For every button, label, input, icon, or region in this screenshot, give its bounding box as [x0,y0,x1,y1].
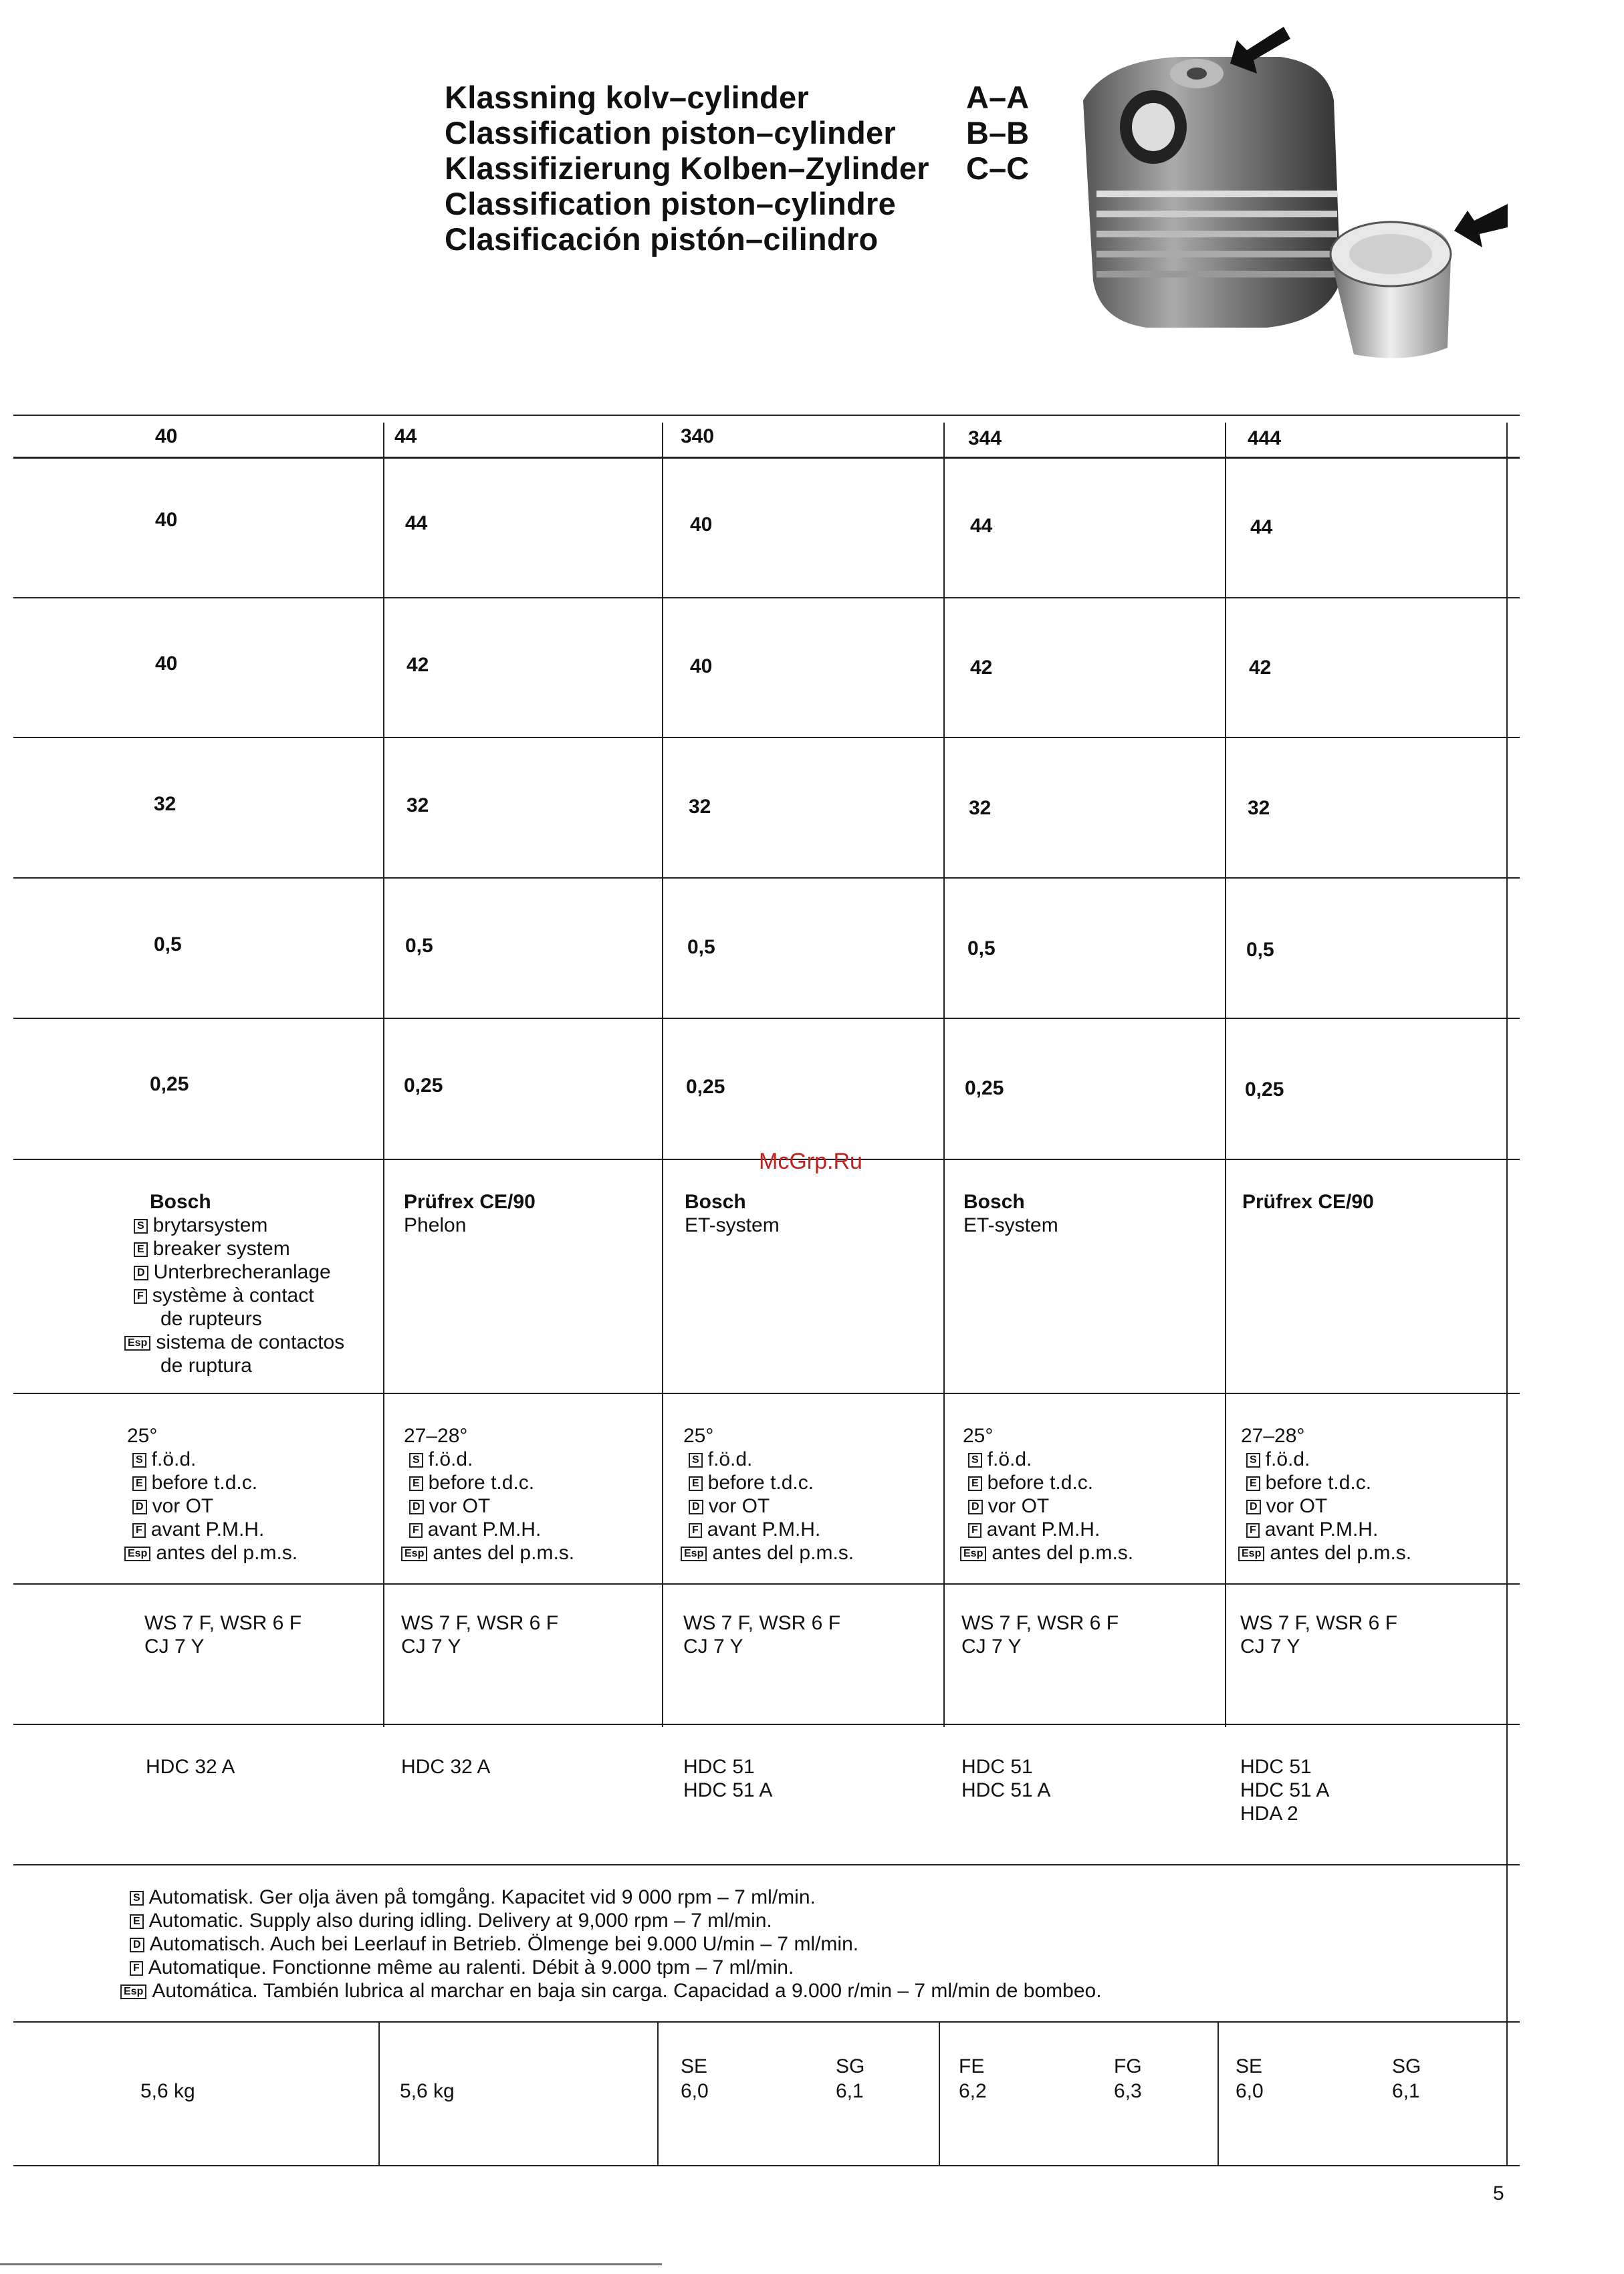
plugs-cell: WS 7 F, WSR 6 F CJ 7 Y [1240,1612,1398,1658]
timing-line: E before t.d.c. [1238,1471,1411,1494]
table-rule [13,1864,1520,1865]
lang-f-icon: F [409,1523,423,1538]
lang-s-icon: S [1246,1453,1260,1468]
lang-f-icon: F [968,1523,981,1538]
title-code: A–A [966,80,1030,115]
row1-cell: 44 [405,512,428,534]
lang-esp-icon: Esp [960,1547,986,1561]
lang-f-icon: F [134,1289,147,1304]
timing-line: E before t.d.c. [401,1471,574,1494]
plugs-cell: WS 7 F, WSR 6 F CJ 7 Y [401,1612,559,1658]
timing-line: E before t.d.c. [681,1471,854,1494]
timing-angle: 27–28° [1241,1425,1305,1447]
title-text: Klassning kolv–cylinder [445,80,809,115]
oil-line: E Automatic. Supply also during idling. Delivery at 9,000 rpm – 7 ml/min. [120,1909,1102,1932]
lang-esp-icon: Esp [120,1984,146,1999]
timing-angle: 25° [963,1425,994,1447]
column-rule [943,423,945,1727]
lang-esp-icon: Esp [401,1547,427,1561]
lang-s-icon: S [132,1453,146,1468]
row3-cell: 32 [1248,797,1270,819]
timing-line: D vor OT [401,1494,574,1518]
timing-line: F avant P.M.H. [681,1518,854,1541]
oil-line: S Automatisk. Ger olja även på tomgång. Kapacitet vid 9 000 rpm – 7 ml/min. [120,1886,1102,1909]
lang-d-icon: D [409,1500,424,1514]
timing-cell [960,1424,1133,1565]
header-cell: 444 [1248,427,1282,449]
table-rule [13,1724,1520,1725]
column-rule [657,2021,659,2165]
plugs-cell: WS 7 F, WSR 6 F CJ 7 Y [144,1612,302,1658]
timing-angle: 27–28° [404,1425,468,1447]
column-rule [1225,423,1226,1727]
ignition-brand: Bosch [685,1191,746,1213]
weight-cell: 5,6 kg [400,2080,455,2102]
title-text: Klassifizierung Kolben–Zylinder [445,150,929,186]
row2-cell: 40 [155,653,178,675]
weight-cell: 5,6 kg [140,2080,195,2102]
lang-esp-icon: Esp [124,1547,150,1561]
row5-cell: 0,25 [965,1077,1004,1099]
oil-cell [120,1886,1102,2003]
ignition-brand: Bosch [963,1191,1025,1213]
timing-line: F avant P.M.H. [124,1518,298,1541]
table-rule [13,415,1520,416]
title-text: Clasificación pistón–cilindro [445,221,879,257]
lang-esp-icon: Esp [1238,1547,1264,1561]
ignition-sub: Phelon [404,1214,467,1236]
page-number: 5 [1493,2182,1504,2204]
ignition-brand: Prüfrex CE/90 [404,1191,536,1213]
column-rule [939,2021,940,2165]
header-cell: 340 [681,425,715,447]
row4-cell: 0,5 [154,933,182,955]
bottom-rule [0,2263,662,2265]
lang-e-icon: E [409,1476,423,1491]
timing-line: S f.ö.d. [1238,1448,1411,1471]
row1-cell: 44 [1250,516,1273,538]
lang-s-icon: S [689,1453,703,1468]
lang-esp-icon: Esp [681,1547,707,1561]
weight-label: SE [1236,2055,1263,2077]
timing-line: Esp antes del p.m.s. [681,1541,854,1565]
lang-esp-icon: Esp [124,1336,150,1351]
timing-line: S f.ö.d. [124,1448,298,1471]
weight-label: SE [681,2055,708,2077]
lang-s-icon: S [130,1891,144,1906]
cylinder-piston-photo [1046,27,1508,374]
timing-line: Esp antes del p.m.s. [401,1541,574,1565]
row5-cell: 0,25 [404,1074,443,1097]
timing-cell [401,1424,574,1565]
column-rule [1217,2021,1219,2165]
column-rule [383,423,384,1727]
row2-cell: 42 [407,654,429,676]
weight-label: FE [959,2055,985,2077]
plugs-cell: WS 7 F, WSR 6 F CJ 7 Y [961,1612,1119,1658]
timing-line: E before t.d.c. [960,1471,1133,1494]
table-rule [13,2021,1520,2023]
carb-cell: HDC 32 A [146,1756,235,1778]
lang-d-icon: D [130,1938,144,1952]
ignition-cell [404,1190,536,1237]
timing-line: F avant P.M.H. [960,1518,1133,1541]
ignition-cell [963,1190,1058,1237]
column-rule [1506,423,1508,2165]
ignition-line: F système à contact [124,1284,344,1307]
weight-value: 6,0 [1236,2080,1264,2102]
column-rule [662,423,663,1727]
weight-value: 6,1 [836,2080,864,2102]
timing-line: D vor OT [124,1494,298,1518]
ignition-cell [1242,1190,1374,1214]
table-rule [13,457,1520,459]
oil-line: Esp Automática. También lubrica al marchar en baja sin carga. Capacidad a 9.000 r/min – 7 ml/min de bombeo. [120,1979,1102,2003]
timing-line: D vor OT [960,1494,1133,1518]
lang-f-icon: F [1246,1523,1260,1538]
row5-cell: 0,25 [1245,1078,1284,1101]
lang-e-icon: E [1246,1476,1260,1491]
ignition-line: D Unterbrecheranlage [124,1260,344,1284]
watermark: McGrp.Ru [759,1149,862,1174]
lang-e-icon: E [132,1476,146,1491]
timing-line: Esp antes del p.m.s. [960,1541,1133,1565]
timing-cell [124,1424,298,1565]
title-line [445,114,1029,150]
lang-d-icon: D [132,1500,147,1514]
table-rule [13,877,1520,879]
row4-cell: 0,5 [1246,939,1274,961]
table-rule [13,2165,1520,2166]
timing-line: S f.ö.d. [681,1448,854,1471]
ignition-brand: Bosch [150,1191,211,1213]
lang-d-icon: D [968,1500,983,1514]
row2-cell: 42 [970,657,993,679]
row5-cell: 0,25 [686,1076,725,1098]
title-line [445,185,1029,221]
lang-e-icon: E [130,1914,144,1929]
header-cell: 344 [968,427,1002,449]
timing-line: D vor OT [681,1494,854,1518]
timing-line: Esp antes del p.m.s. [124,1541,298,1565]
weight-label: FG [1114,2055,1142,2077]
ignition-sub: ET-system [963,1214,1058,1236]
timing-line: S f.ö.d. [401,1448,574,1471]
carb-cell: HDC 51 HDC 51 A [961,1756,1051,1801]
row4-cell: 0,5 [687,936,715,958]
row1-cell: 40 [690,514,713,536]
lang-f-icon: F [689,1523,702,1538]
lang-e-icon: E [134,1242,148,1257]
header-cell: 44 [394,425,417,447]
title-text: Classification piston–cylinder [445,115,897,150]
table-rule [13,1393,1520,1394]
title-line [445,79,1029,114]
title-line [445,150,1029,185]
ignition-brand: Prüfrex CE/90 [1242,1191,1374,1213]
ignition-line: de ruptura [160,1355,252,1377]
timing-cell [1238,1424,1411,1565]
title-text: Classification piston–cylindre [445,186,897,221]
row1-cell: 40 [155,509,178,531]
table-rule [13,1583,1520,1585]
lang-s-icon: S [134,1219,148,1234]
timing-line: Esp antes del p.m.s. [1238,1541,1411,1565]
timing-angle: 25° [683,1425,714,1447]
lang-d-icon: D [689,1500,703,1514]
lang-d-icon: D [134,1266,148,1280]
carb-cell: HDC 51 HDC 51 A HDA 2 [1240,1756,1330,1825]
header-cell: 40 [155,425,178,447]
weight-value: 6,1 [1392,2080,1420,2102]
weight-label: SG [1392,2055,1421,2077]
lang-e-icon: E [968,1476,982,1491]
timing-cell [681,1424,854,1565]
row3-cell: 32 [154,793,177,815]
row4-cell: 0,5 [405,935,433,957]
ignition-line: S brytarsystem [124,1214,344,1237]
column-rule [378,2021,380,2165]
timing-line: F avant P.M.H. [401,1518,574,1541]
lang-s-icon: S [968,1453,982,1468]
table-rule [13,737,1520,738]
ignition-cell [124,1190,344,1377]
plugs-cell: WS 7 F, WSR 6 F CJ 7 Y [683,1612,841,1658]
oil-line: F Automatique. Fonctionne même au ralenti. Débit à 9.000 tpm – 7 ml/min. [120,1956,1102,1979]
ignition-line: de rupteurs [160,1308,262,1330]
carb-cell: HDC 51 HDC 51 A [683,1756,773,1801]
lang-e-icon: E [689,1476,703,1491]
timing-angle: 25° [127,1425,158,1447]
row3-cell: 32 [969,797,992,819]
timing-line: F avant P.M.H. [1238,1518,1411,1541]
table-rule [13,1018,1520,1019]
row5-cell: 0,25 [150,1073,189,1095]
row2-cell: 40 [690,655,713,677]
lang-f-icon: F [130,1961,143,1976]
title-block [445,79,1029,256]
lang-s-icon: S [409,1453,423,1468]
title-code: C–C [966,150,1030,186]
ignition-sub: ET-system [685,1214,780,1236]
lang-f-icon: F [132,1523,146,1538]
title-line [445,221,1029,256]
row3-cell: 32 [407,794,429,816]
ignition-line: Esp sistema de contactos [124,1331,344,1354]
weight-label: SG [836,2055,865,2077]
row2-cell: 42 [1249,657,1272,679]
ignition-line: E breaker system [124,1237,344,1260]
weight-value: 6,2 [959,2080,987,2102]
row1-cell: 44 [970,515,993,537]
carb-cell: HDC 32 A [401,1756,491,1778]
oil-line: D Automatisch. Auch bei Leerlauf in Betrieb. Ölmenge bei 9.000 U/min – 7 ml/min. [120,1932,1102,1956]
row4-cell: 0,5 [967,937,996,959]
timing-line: D vor OT [1238,1494,1411,1518]
weight-value: 6,3 [1114,2080,1142,2102]
timing-line: S f.ö.d. [960,1448,1133,1471]
weight-value: 6,0 [681,2080,709,2102]
timing-line: E before t.d.c. [124,1471,298,1494]
row3-cell: 32 [689,796,711,818]
lang-d-icon: D [1246,1500,1261,1514]
title-code: B–B [966,115,1030,150]
table-rule [13,597,1520,598]
ignition-cell [685,1190,780,1237]
